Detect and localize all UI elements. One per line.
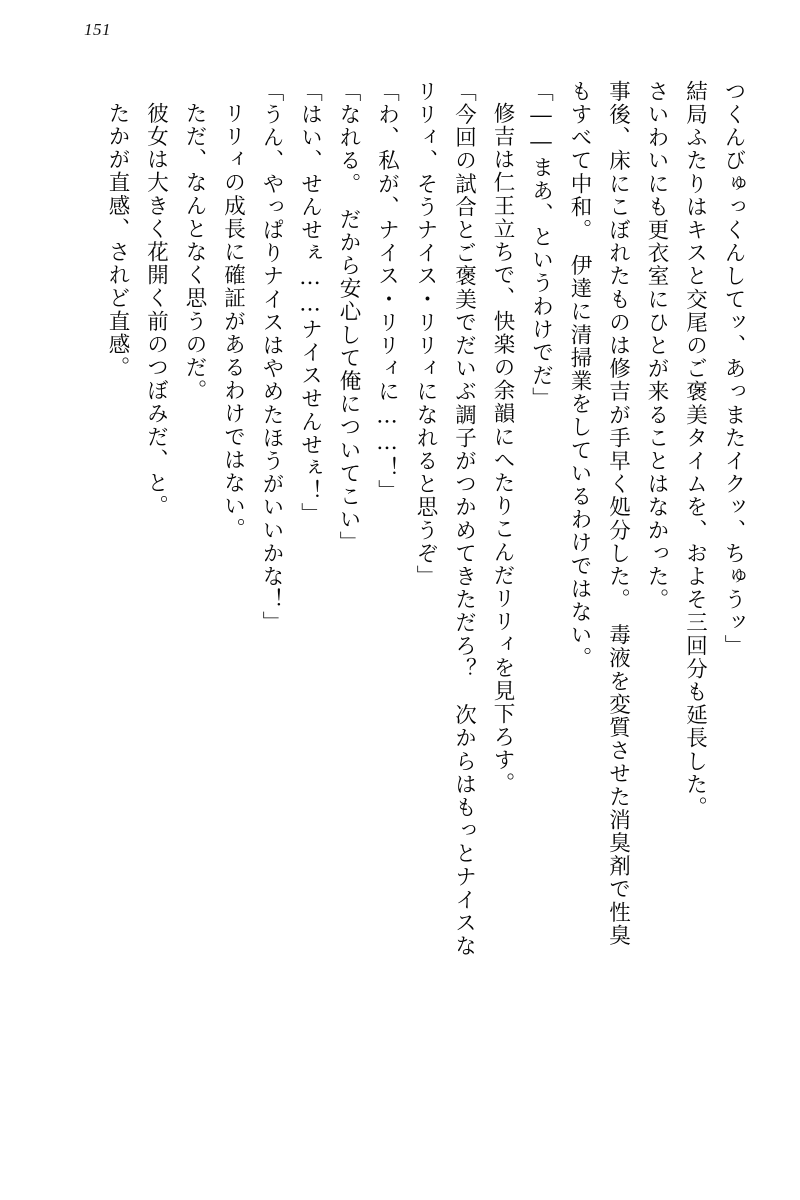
body-line: 「はい、せんせぇ……ナイスせんせぇ！」 xyxy=(297,80,323,526)
body-line: 「今回の試合とご褒美でだいぶ調子がつかめてきただろ？ 次からはもっとナイスな xyxy=(451,80,477,958)
body-line: リリィの成長に確証があるわけではない。 xyxy=(220,101,246,541)
body-line: 「なれる。 だから安心して俺についてこい」 xyxy=(336,80,361,555)
body-line: 彼女は大きく花開く前のつぼみだ、と。 xyxy=(143,101,169,518)
body-line: 「――まあ、というわけでだ」 xyxy=(528,80,554,411)
body-line: 「わ、私が、ナイス・リリィに……！」 xyxy=(374,80,400,503)
body-line: さいわいにも更衣室にひとが来ることはなかった。 xyxy=(644,80,669,612)
page-number: 151 xyxy=(84,20,111,39)
body-line: 事後、床にこぼれたものは修吉が手早く処分した。 毒液を変質させた消臭剤で性臭 xyxy=(605,80,631,948)
body-line: たかが直感、されど直感。 xyxy=(105,101,130,379)
body-line: 「うん、やっぱりナイスはやめたほうがいいかな！」 xyxy=(259,80,284,635)
body-text xyxy=(52,80,752,1160)
body-line: 結局ふたりはキスと交尾のご褒美タイムを、およそ三回分も延長した。 xyxy=(682,80,708,820)
body-line: つくんびゅっくんしてッ、あっまたイクッ、ちゅうッ」 xyxy=(721,80,746,658)
body-line: リリィ、そうナイス・リリィになれると思うぞ」 xyxy=(413,80,438,589)
body-line: ただ、なんとなく思うのだ。 xyxy=(182,101,207,402)
body-line: 修吉は仁王立ちで、快楽の余韻にへたりこんだリリィを見下ろす。 xyxy=(490,101,515,795)
body-line: もすべて中和。 伊達に清掃業をしているわけではない。 xyxy=(567,80,592,670)
